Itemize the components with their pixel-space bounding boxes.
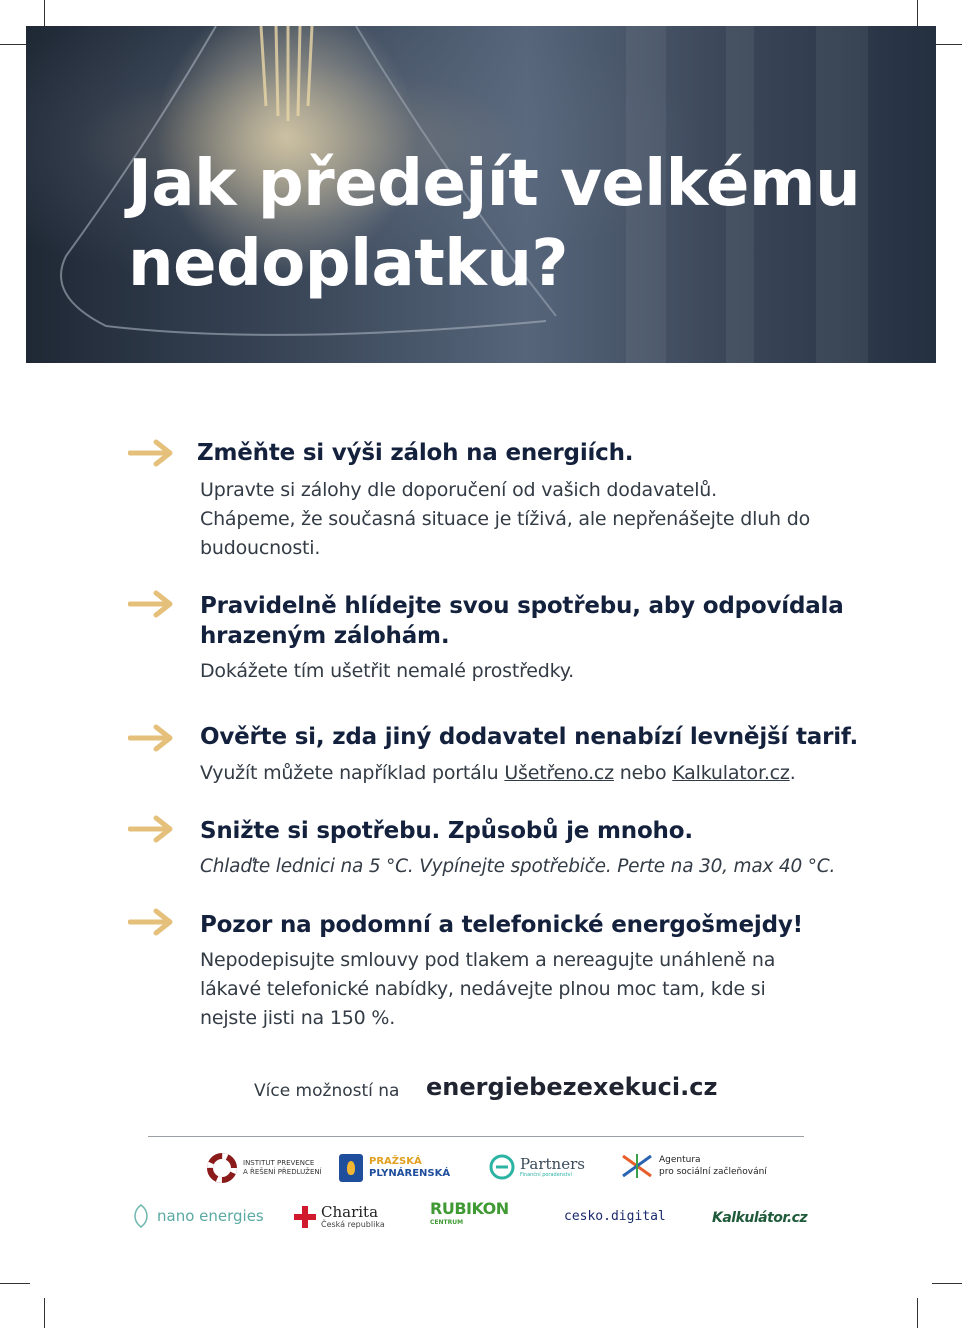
tip-text: Dokážete tím ušetřit nemalé prostředky. (200, 660, 574, 682)
rubikon-text: RUBIKON (430, 1199, 509, 1218)
tip-heading: Pozor na podomní a telefonické energošmejdy! (200, 912, 803, 938)
ipp-logo-icon (206, 1152, 238, 1184)
more-label: Více možností na (254, 1081, 400, 1101)
tip-text-part: Využít můžete například portálu (200, 762, 505, 784)
tip-heading (200, 591, 900, 651)
pp-line1: PRAŽSKÁ (369, 1156, 422, 1167)
flame-icon (339, 1154, 363, 1182)
hero-banner (26, 26, 936, 363)
partners-logo-text (520, 1156, 585, 1179)
ipp-line1: INSTITUT PREVENCE (243, 1159, 315, 1167)
tip-text-part: . (789, 762, 796, 784)
arrow-right-icon (128, 439, 176, 467)
title-line-2: nedoplatku? (128, 227, 569, 301)
logo-cesko-digital[interactable] (564, 1203, 666, 1229)
arrow-right-icon (128, 590, 176, 618)
logo-partners[interactable] (488, 1152, 585, 1182)
crop-mark (917, 1298, 918, 1328)
charita-line1: Charita (321, 1202, 379, 1221)
partners-logo-icon (488, 1153, 516, 1181)
logo-kalkulator[interactable] (712, 1206, 807, 1230)
cesko-digital-text: cesko.digital (564, 1208, 666, 1224)
charita-line2: Česká republika (321, 1219, 385, 1229)
charita-cross-icon (293, 1205, 317, 1229)
tip-line: Chápeme, že současná situace je tíživá, ale nepřenášejte dluh do (200, 508, 811, 530)
agentura-line1: Agentura (659, 1155, 701, 1165)
website-link[interactable]: energiebezexekuci.cz (426, 1073, 718, 1101)
tip-line: Upravte si zálohy dle doporučení od vašich dodavatelů. (200, 479, 717, 501)
crop-mark (932, 1283, 962, 1284)
arrow-right-icon (128, 908, 176, 936)
tip-text-part: nebo (613, 762, 673, 784)
tip-heading-line: hrazeným zálohám. (200, 623, 450, 649)
nano-text: nano energies (157, 1207, 264, 1225)
ipp-logo-text (243, 1159, 322, 1177)
partners-sub: Finanční poradenství (520, 1171, 572, 1178)
logo-nano-energies[interactable] (129, 1202, 264, 1230)
usetreno-link[interactable]: Ušetřeno.cz (504, 762, 614, 784)
arrow-right-icon (128, 724, 176, 752)
tip-heading: Změňte si výši záloh na energiích. (197, 440, 634, 466)
ipp-line2: A ŘEŠENÍ PŘEDLUŽENÍ (243, 1168, 322, 1176)
charita-logo-text (321, 1202, 385, 1230)
arrow-right-icon (128, 815, 176, 843)
tip-text: Chlaďte lednici na 5 °C. Vypínejte spotřebiče. Perte na 30, max 40 °C. (200, 856, 836, 877)
kalkulator-link[interactable]: Kalkulator.cz (672, 762, 790, 784)
title-line-1: Jak předejít velkému (128, 147, 861, 221)
pp-line2: PLYNÁRENSKÁ (369, 1168, 451, 1179)
pp-logo-text (369, 1156, 450, 1180)
tip-heading: Ověřte si, zda jiný dodavatel nenabízí levnější tarif. (200, 724, 859, 750)
page-title (128, 144, 918, 304)
logo-agentura[interactable] (621, 1151, 767, 1181)
kalkulator-text: Kalkulátor.cz (712, 1210, 808, 1226)
tip-line: Nepodepisujte smlouvy pod tlakem a nereagujte unáhleně na (200, 949, 776, 971)
logo-prazska-plynarenska[interactable] (339, 1153, 450, 1183)
tip-line: lákavé telefonické nabídky, nedávejte plnou moc tam, kde si (200, 978, 766, 1000)
tip-heading: Snižte si spotřebu. Způsobů je mnoho. (200, 818, 693, 844)
rubikon-sub: CENTRUM (430, 1219, 464, 1226)
crop-mark (0, 1283, 30, 1284)
logo-rubikon[interactable] (430, 1199, 509, 1231)
crop-mark (44, 1298, 45, 1328)
partners-name: Partners (520, 1154, 585, 1173)
leaf-icon (129, 1203, 153, 1229)
agentura-logo-icon (621, 1152, 655, 1180)
logo-ipp[interactable] (206, 1151, 322, 1185)
tip-line: budoucnosti. (200, 537, 321, 559)
agentura-line2: pro sociální začleňování (659, 1167, 767, 1177)
crop-mark (932, 44, 962, 45)
tip-text (200, 759, 900, 788)
tip-text (200, 476, 900, 563)
logo-charita[interactable] (293, 1203, 385, 1231)
tip-line: nejste jisti na 150 %. (200, 1007, 396, 1029)
agentura-logo-text (659, 1154, 767, 1178)
divider (148, 1136, 804, 1137)
more-info (254, 1073, 814, 1109)
tip-heading-line: Pravidelně hlídejte svou spotřebu, aby odpovídala (200, 593, 844, 619)
tip-text (200, 946, 900, 1033)
